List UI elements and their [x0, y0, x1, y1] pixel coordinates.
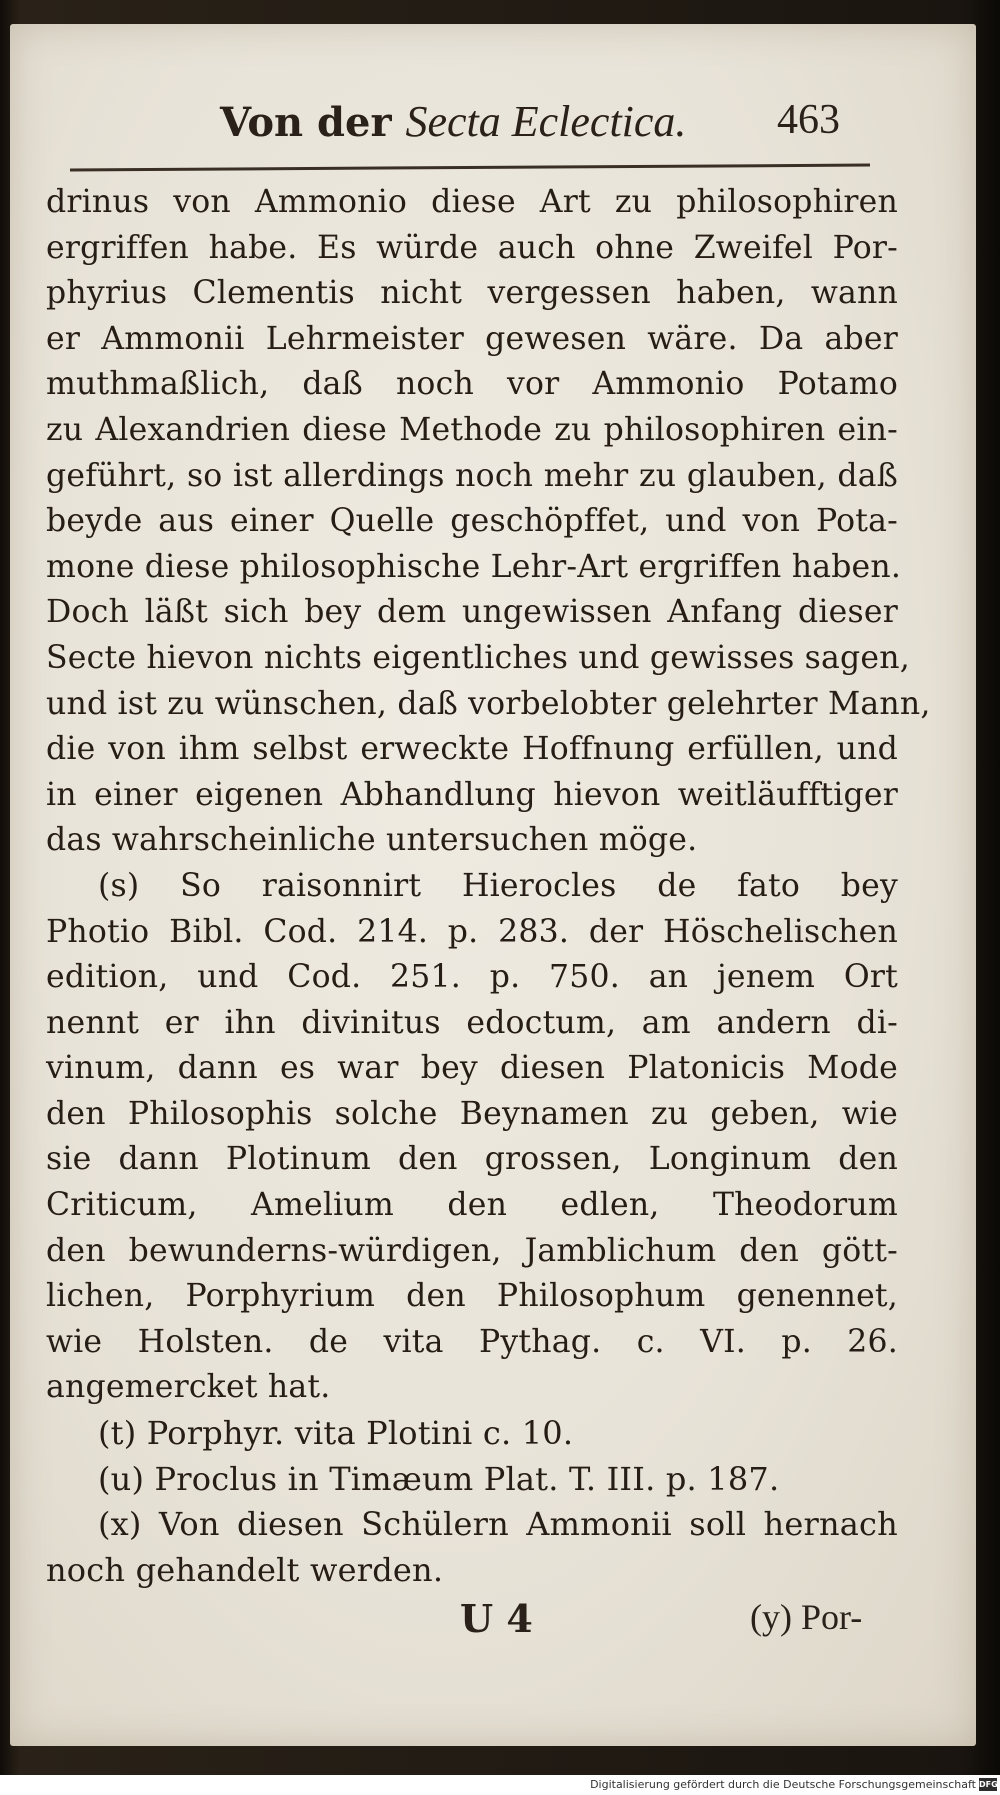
footnote-u: (u) Proclus in Timæum Plat. T. III. p. 187.	[98, 1459, 780, 1498]
footnote-s	[46, 864, 898, 1411]
footnote-x: (x) Von diesen Schülern Ammonii soll hernach	[98, 1505, 898, 1544]
text-line: zu Alexandrien diese Methode zu philosophiren ein-	[46, 411, 898, 448]
text-line: ergriffen habe. Es würde auch ohne Zweifel Por-	[46, 229, 898, 266]
text-line: und ist zu wünschen, daß vorbelobter gelehrter Mann,	[46, 685, 931, 722]
text-line: noch gehandelt werden.	[46, 1550, 444, 1589]
text-line: sie dann Plotinum den grossen, Longinum den	[46, 1141, 898, 1178]
text-line: nennt er ihn divinitus edoctum, am andern di-	[46, 1004, 898, 1041]
credit-text: Digitalisierung gefördert durch die Deutsche Forschungsgemeinschaft	[590, 1778, 976, 1791]
signature-mark: U 4	[460, 1596, 533, 1641]
text-line: mone diese philosophische Lehr-Art ergriffen haben.	[46, 548, 902, 585]
text-line: die von ihm selbst erweckte Hoffnung erfüllen, und	[46, 731, 898, 768]
text-line: geführt, so ist allerdings noch mehr zu glauben, daß	[46, 457, 898, 494]
text-line: edition, und Cod. 251. p. 750. an jenem Ort	[46, 959, 898, 996]
text-line: den bewunderns-würdigen, Jamblichum den gött-	[46, 1232, 898, 1269]
text-line: Doch läßt sich bey dem ungewissen Anfang dieser	[46, 594, 898, 631]
text-line: Secte hievon nichts eigentliches und gewisses sagen,	[46, 639, 910, 676]
text-line: den Philosophis solche Beynamen zu geben, wie	[46, 1095, 898, 1132]
text-line: angemercket hat.	[46, 1369, 331, 1406]
text-line: drinus von Ammonio diese Art zu philosophiren	[46, 184, 898, 220]
footnote-t: (t) Porphyr. vita Plotini c. 10.	[98, 1414, 574, 1453]
page-number: 463	[777, 97, 840, 143]
footnotes-tux	[46, 1411, 898, 1593]
catchword: (y) Por-	[750, 1597, 863, 1637]
text-line: Criticum, Amelium den edlen, Theodorum	[46, 1187, 898, 1224]
text-line: vinum, dann es war bey diesen Platonicis Mode	[46, 1050, 898, 1087]
running-title-german: Von der	[220, 99, 392, 146]
body-text	[46, 180, 931, 1593]
running-head	[220, 96, 840, 166]
text-line: Photio Bibl. Cod. 214. p. 283. der Höschelischen	[46, 913, 898, 950]
text-line: phyrius Clementis nicht vergessen haben, wann	[46, 275, 898, 312]
dfg-logo-icon: DFG	[979, 1780, 998, 1789]
running-title	[220, 96, 686, 147]
text-line: er Ammonii Lehrmeister gewesen wäre. Da aber	[46, 320, 898, 357]
text-line: das wahrscheinliche untersuchen möge.	[46, 822, 698, 859]
text-line: (s) So raisonnirt Hierocles de fato bey	[98, 867, 898, 904]
page-footer	[10, 1596, 976, 1656]
text-line: lichen, Porphyrium den Philosophum genennet,	[46, 1278, 898, 1315]
main-paragraph	[46, 180, 931, 864]
running-title-latin: Secta Eclectica.	[405, 97, 687, 146]
book-page	[10, 24, 976, 1746]
text-line: wie Holsten. de vita Pythag. c. VI. p. 26.	[46, 1323, 898, 1360]
text-line: muthmaßlich, daß noch vor Ammonio Potamo	[46, 366, 898, 403]
text-line: beyde aus einer Quelle geschöpffet, und von Pota-	[46, 503, 898, 540]
text-line: in einer eigenen Abhandlung hievon weitläufftiger	[46, 776, 898, 813]
credit-bar	[0, 1775, 1000, 1795]
